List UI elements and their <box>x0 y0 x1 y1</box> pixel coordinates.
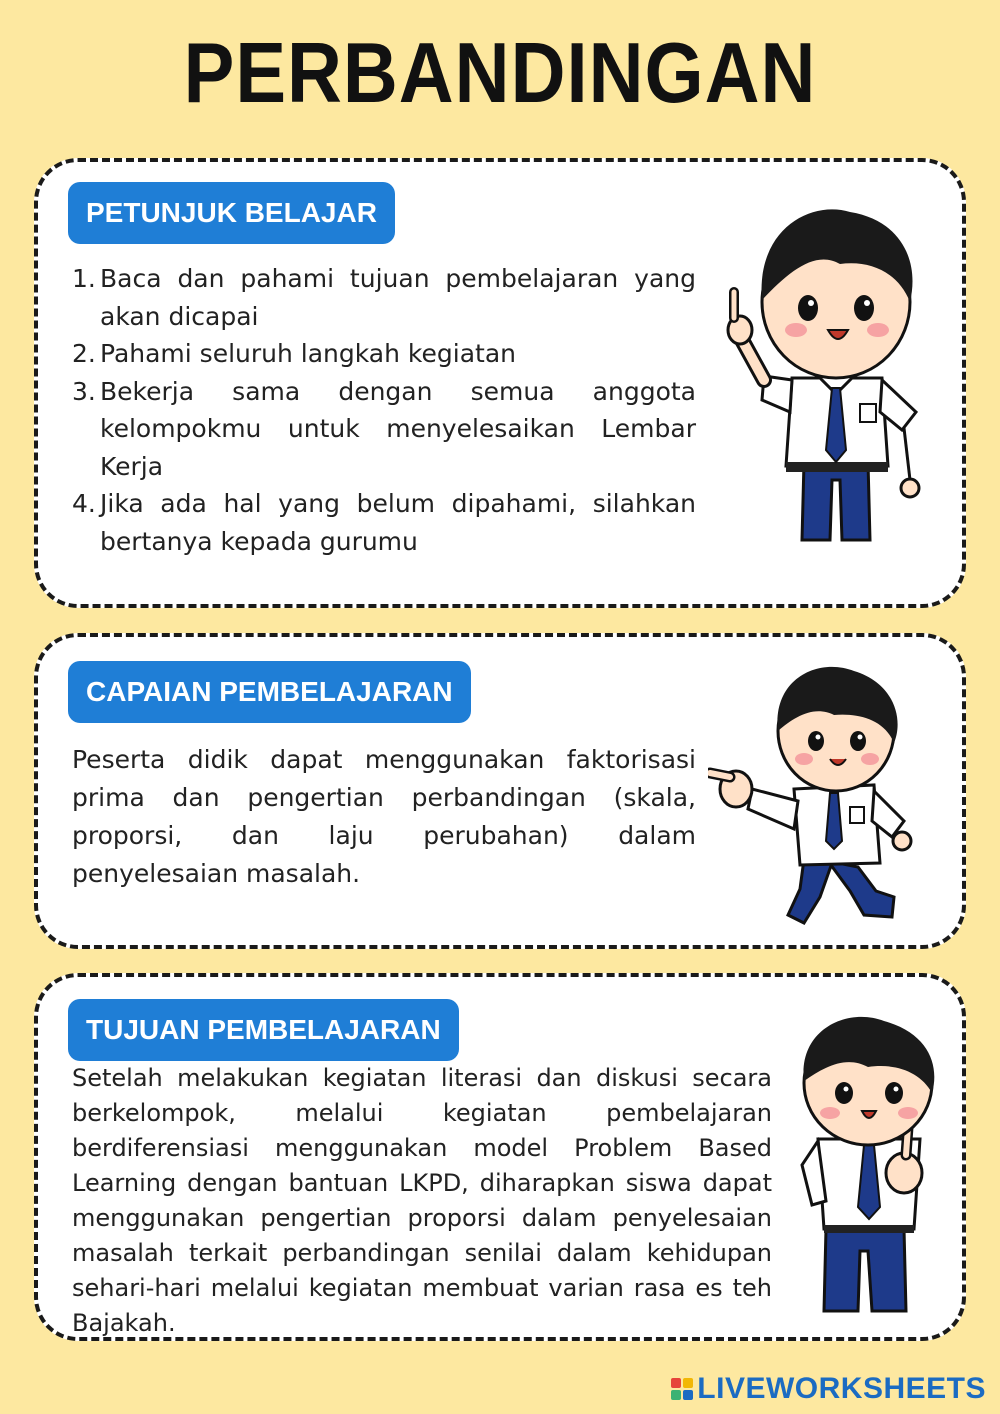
learning-objective-text: Setelah melakukan kegiatan literasi dan diskusi secara berkelompok, melalui kegiatan pembelajaran berdiferensiasi menggunakan model Problem Based Learning dengan bantuan LKPD, diharapkan siswa dapat menggunakan pengertian proporsi dalam penyelesaian masalah terkait perbandingan senilai dalam kehidupan sehari-hari melalui kegiatan membuat varian rasa es teh Bajakah. <box>72 1064 772 1337</box>
learning-objective-heading: TUJUAN PEMBELAJARAN <box>68 999 459 1061</box>
liveworksheets-logo <box>671 1372 986 1406</box>
student-pointing-up-illustration <box>720 190 930 550</box>
learning-outcome-heading: CAPAIAN PEMBELAJARAN <box>68 661 471 723</box>
learning-outcome-card <box>34 633 966 949</box>
learning-outcome-text: Peserta didik dapat menggunakan faktorisasi prima dan pengertian perbandingan (skala, proporsi, dan laju perubahan) dalam penyelesaian masalah. <box>72 745 696 888</box>
list-item: 1. Baca dan pahami tujuan pembelajaran yang akan dicapai <box>72 264 696 331</box>
liveworksheets-logo-icon <box>671 1378 693 1400</box>
student-pointing-side-illustration <box>708 661 938 933</box>
learning-guide-heading: PETUNJUK BELAJAR <box>68 182 395 244</box>
learning-guide-card <box>34 158 966 608</box>
list-item: 2. Pahami seluruh langkah kegiatan <box>72 339 516 368</box>
learning-guide-steps <box>72 260 696 560</box>
liveworksheets-brand: LIVEWORKSHEETS <box>697 1372 986 1405</box>
learning-objective-card <box>34 973 966 1341</box>
student-thinking-illustration <box>796 1015 946 1315</box>
page-title: PERBANDINGAN <box>183 25 817 122</box>
list-item: 3. Bekerja sama dengan semua anggota kelompokmu untuk menyelesaikan Lembar Kerja <box>72 376 696 481</box>
list-item: 4. Jika ada hal yang belum dipahami, silahkan bertanya kepada gurumu <box>72 489 696 556</box>
